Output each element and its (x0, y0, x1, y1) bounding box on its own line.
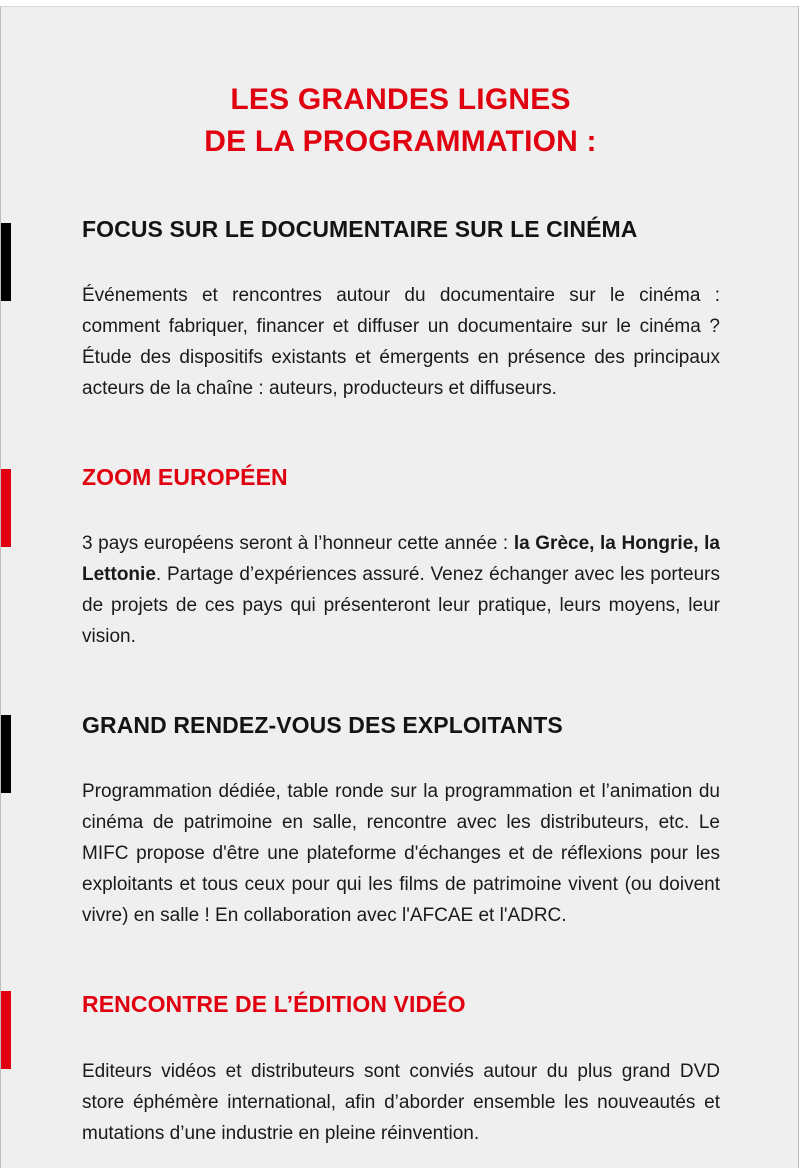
section-marker-bar (1, 469, 11, 547)
section-marker-bar (1, 715, 11, 793)
page-title (1, 79, 800, 163)
highlighted-countries: la Grèce, la Hongrie, la Lettonie (82, 533, 720, 585)
paragraph-text-after: . Partage d’expériences assuré. Venez échanger avec les porteurs de projets de ces pays qui présenteront leur pratique, leurs moyens, leur vision. (82, 564, 720, 647)
section-marker-bar (1, 991, 11, 1069)
section-paragraph (82, 528, 720, 652)
content-panel (0, 6, 799, 1168)
section-paragraph: Editeurs vidéos et distributeurs sont conviés autour du plus grand DVD store éphémère international, afin d’aborder ensemble les nouveautés et mutations d’une industrie en pleine réinvention. (82, 1061, 720, 1144)
page-title-line-1: LES GRANDES LIGNES (230, 83, 571, 116)
section-marker-bar (1, 223, 11, 301)
section-heading: ZOOM EUROPÉEN (82, 464, 288, 490)
section-heading: RENCONTRE DE L’ÉDITION VIDÉO (82, 991, 466, 1017)
section-heading: FOCUS SUR LE DOCUMENTAIRE SUR LE CINÉMA (82, 216, 638, 242)
section-heading: GRAND RENDEZ-VOUS DES EXPLOITANTS (82, 712, 563, 738)
section-paragraph: Événements et rencontres autour du documentaire sur le cinéma : comment fabriquer, financer et diffuser un documentaire sur le cinéma ? Étude des dispositifs existants et émergents en présence des principaux acteurs de la chaîne : auteurs, producteurs et diffuseurs. (82, 285, 720, 399)
section-paragraph: Programmation dédiée, table ronde sur la programmation et l’animation du cinéma de patrimoine en salle, rencontre avec les distributeurs, etc. Le MIFC propose d'être une plateforme d'échanges et de réflexions pour les exploitants et tous ceux pour qui les films de patrimoine vivent (ou doivent vivre) en salle ! En collaboration avec l'AFCAE et l'ADRC. (82, 781, 720, 926)
page-title-line-2: DE LA PROGRAMMATION : (204, 125, 597, 158)
paragraph-text-before: 3 pays européens seront à l’honneur cette année : (82, 533, 514, 554)
